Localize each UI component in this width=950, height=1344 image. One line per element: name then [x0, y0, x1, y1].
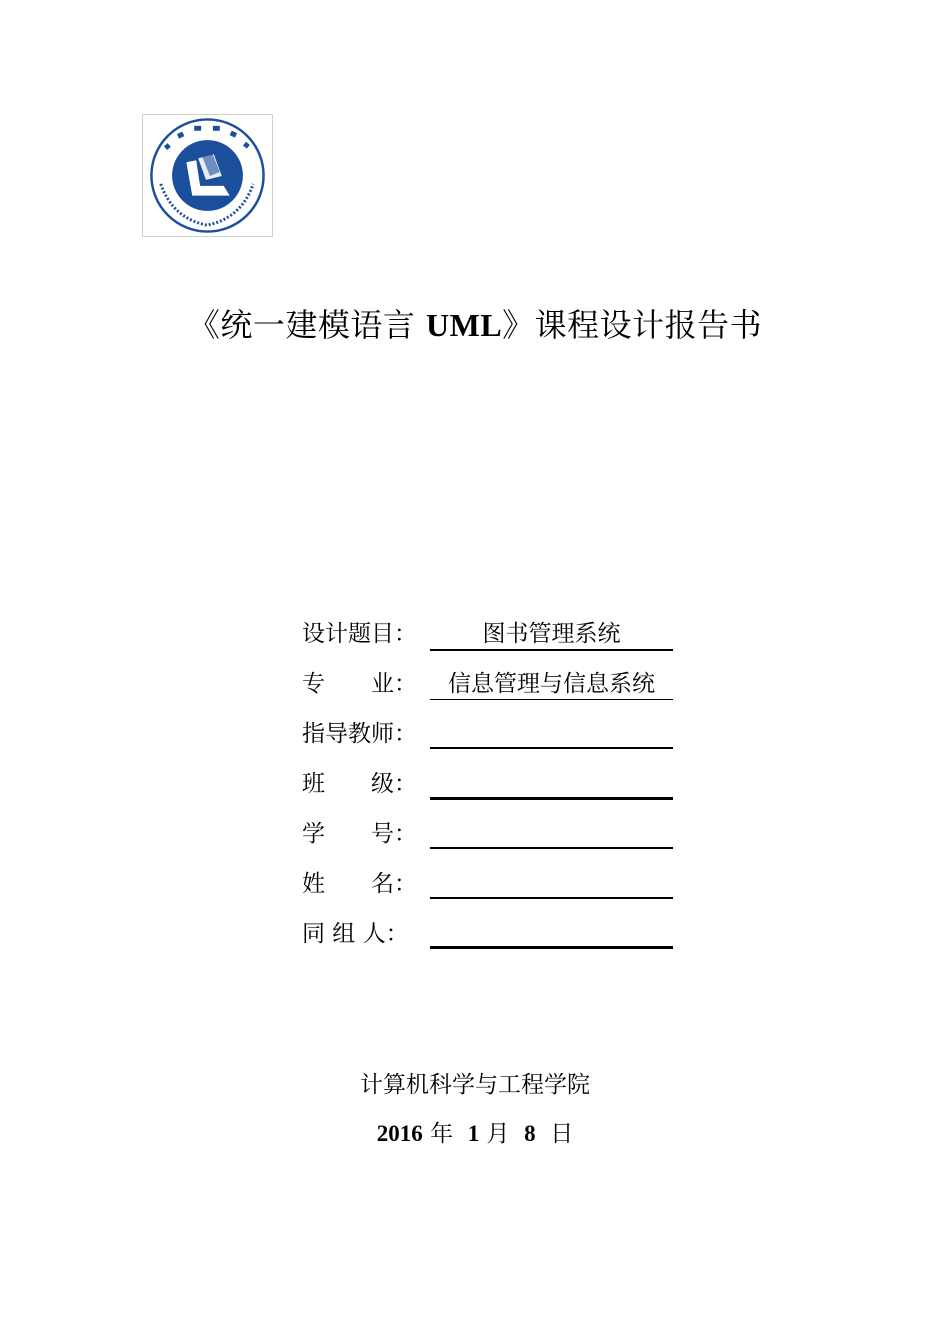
- date-year-label: 年: [430, 1121, 454, 1147]
- label-class: 班 级：: [302, 771, 417, 797]
- date-month: 1: [467, 1121, 480, 1146]
- university-seal-icon: [143, 115, 272, 236]
- date-month-label: 月: [486, 1121, 510, 1147]
- school-name: 计算机科学与工程学院: [360, 1072, 590, 1098]
- label-name: 姓 名：: [302, 871, 417, 897]
- row-group-members: [302, 912, 674, 952]
- label-major: 专 业：: [302, 671, 417, 697]
- underline-student-id: [430, 847, 673, 849]
- page-title: [0, 300, 950, 346]
- report-date: [0, 1115, 950, 1148]
- title-latin: UML: [426, 307, 503, 343]
- row-topic: [302, 612, 674, 652]
- date-year: 2016: [376, 1121, 423, 1146]
- value-major: 信息管理与信息系统: [448, 671, 655, 697]
- underline-major: [430, 699, 673, 700]
- label-student-id: 学 号：: [302, 821, 417, 847]
- underline-group-members: [430, 946, 673, 949]
- university-logo: [142, 114, 273, 237]
- row-name: [302, 862, 674, 902]
- title-suffix: 》课程设计报告书: [502, 306, 763, 344]
- underline-name: [430, 897, 673, 899]
- date-day: 8: [524, 1121, 536, 1146]
- label-group-members: 同 组 人：: [302, 921, 409, 947]
- title-prefix: 《统一建模语言: [187, 306, 426, 344]
- row-student-id: [302, 812, 674, 852]
- row-major: [302, 662, 674, 702]
- label-advisor: 指导教师：: [302, 721, 417, 747]
- date-day-label: 日: [550, 1121, 574, 1147]
- row-class: [302, 762, 674, 802]
- underline-class: [430, 797, 673, 800]
- underline-topic: [430, 649, 673, 651]
- row-advisor: [302, 712, 674, 752]
- label-topic: 设计题目：: [302, 621, 417, 647]
- value-topic: 图书管理系统: [482, 621, 621, 647]
- underline-advisor: [430, 747, 673, 749]
